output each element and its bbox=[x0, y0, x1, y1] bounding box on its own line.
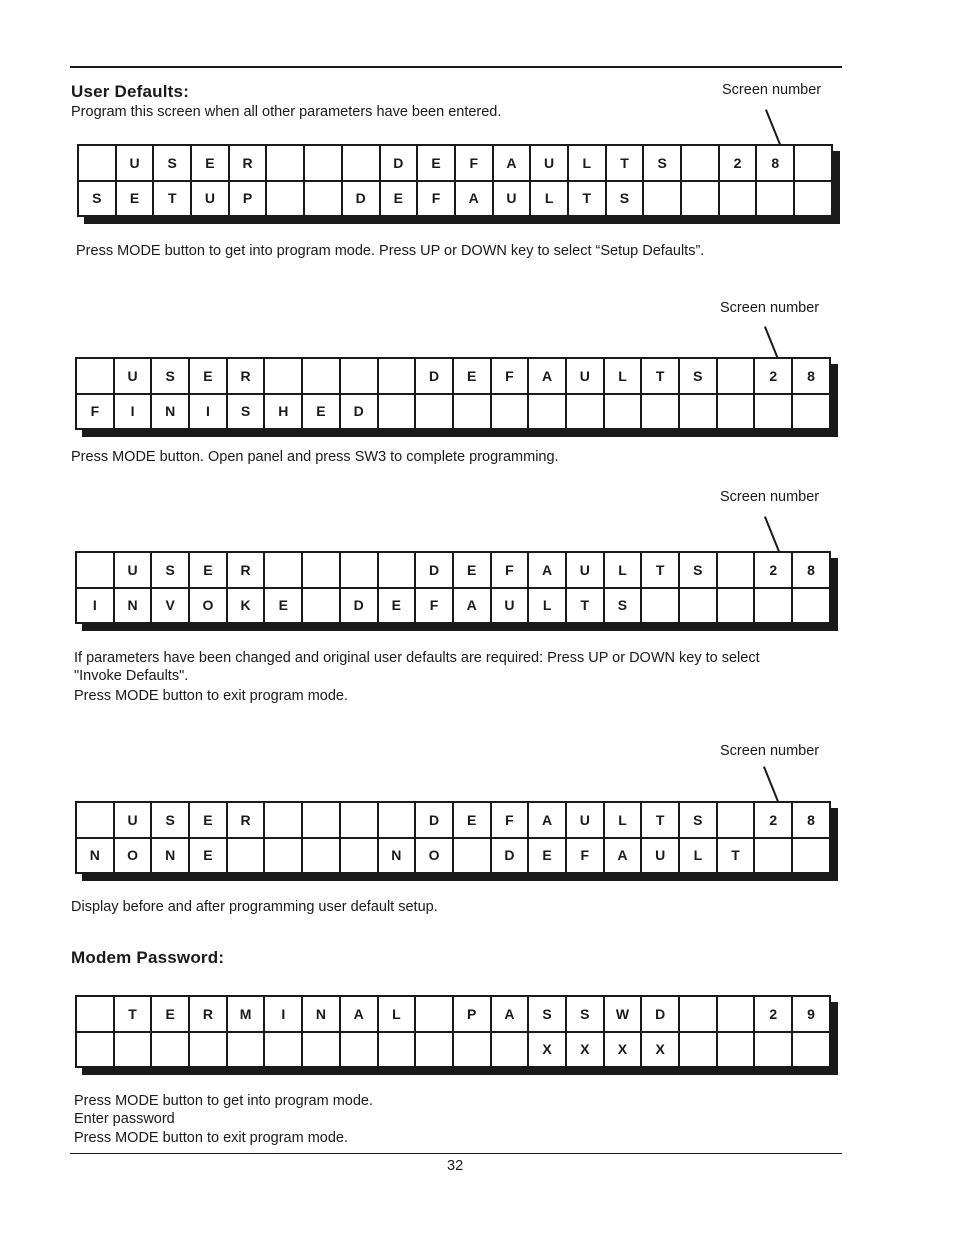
lcd-cell: D bbox=[340, 394, 378, 430]
lcd-cell: L bbox=[679, 838, 717, 874]
lcd-cell bbox=[76, 996, 114, 1032]
lcd-cell: I bbox=[189, 394, 227, 430]
lcd-cell: S bbox=[643, 145, 681, 181]
lcd-cell: E bbox=[189, 838, 227, 874]
lcd-cell: L bbox=[528, 588, 566, 624]
lcd-cell: R bbox=[229, 145, 267, 181]
lcd-cell bbox=[528, 394, 566, 430]
lcd-cell bbox=[566, 394, 604, 430]
lcd-cell bbox=[264, 358, 302, 394]
lcd-cell bbox=[754, 1032, 792, 1068]
lcd-cell bbox=[304, 145, 342, 181]
lcd-cell: S bbox=[679, 802, 717, 838]
lcd-cell bbox=[342, 145, 380, 181]
lcd-cell bbox=[679, 996, 717, 1032]
lcd-cell: O bbox=[415, 838, 453, 874]
lcd-display-grid bbox=[75, 801, 838, 881]
lcd-table bbox=[75, 995, 831, 1068]
top-rule bbox=[70, 66, 842, 68]
lcd-cell bbox=[264, 552, 302, 588]
lcd-cell: S bbox=[679, 358, 717, 394]
lcd-cell: F bbox=[491, 358, 529, 394]
lcd-row bbox=[76, 996, 830, 1032]
lcd-cell bbox=[264, 802, 302, 838]
lcd-display-grid bbox=[77, 144, 840, 224]
lcd-cell bbox=[453, 1032, 491, 1068]
lcd-cell: S bbox=[151, 358, 189, 394]
lcd-cell bbox=[792, 838, 830, 874]
lcd-cell: 2 bbox=[754, 802, 792, 838]
lcd-cell: L bbox=[568, 145, 606, 181]
lcd-cell bbox=[794, 145, 832, 181]
lcd-cell: X bbox=[641, 1032, 679, 1068]
lcd-cell bbox=[227, 838, 265, 874]
lcd-cell bbox=[754, 394, 792, 430]
lcd-cell: S bbox=[566, 996, 604, 1032]
lcd-cell: N bbox=[151, 838, 189, 874]
lcd-cell: T bbox=[641, 552, 679, 588]
lcd-cell bbox=[754, 588, 792, 624]
lcd-cell: N bbox=[151, 394, 189, 430]
lcd-cell: D bbox=[340, 588, 378, 624]
lcd-cell: U bbox=[114, 802, 152, 838]
lcd-cell: 2 bbox=[754, 552, 792, 588]
instruction-text: Display before and after programming user default setup. bbox=[71, 899, 438, 915]
lcd-cell: 8 bbox=[792, 552, 830, 588]
lcd-cell bbox=[754, 838, 792, 874]
lcd-cell bbox=[681, 145, 719, 181]
lcd-cell bbox=[302, 1032, 340, 1068]
lcd-cell bbox=[266, 181, 304, 217]
lcd-cell: S bbox=[151, 802, 189, 838]
screen-number-label: Screen number bbox=[722, 82, 822, 98]
lcd-cell: F bbox=[76, 394, 114, 430]
lcd-cell: L bbox=[378, 996, 416, 1032]
lcd-row bbox=[76, 1032, 830, 1068]
lcd-cell bbox=[415, 996, 453, 1032]
lcd-cell bbox=[264, 1032, 302, 1068]
lcd-cell bbox=[491, 394, 529, 430]
lcd-cell: E bbox=[191, 145, 229, 181]
lcd-cell: 8 bbox=[756, 145, 794, 181]
lcd-cell: V bbox=[151, 588, 189, 624]
lcd-cell bbox=[643, 181, 681, 217]
lcd-display-grid bbox=[75, 357, 838, 437]
lcd-cell: A bbox=[528, 358, 566, 394]
lcd-cell bbox=[340, 838, 378, 874]
lcd-cell bbox=[302, 802, 340, 838]
lcd-cell: 2 bbox=[719, 145, 757, 181]
lcd-cell: E bbox=[417, 145, 455, 181]
lcd-cell bbox=[792, 1032, 830, 1068]
bottom-rule bbox=[70, 1153, 842, 1154]
lcd-row bbox=[76, 552, 830, 588]
lcd-cell bbox=[415, 1032, 453, 1068]
lcd-cell bbox=[453, 838, 491, 874]
lcd-cell: E bbox=[264, 588, 302, 624]
lcd-cell: S bbox=[227, 394, 265, 430]
lcd-cell bbox=[340, 1032, 378, 1068]
lcd-cell: U bbox=[114, 552, 152, 588]
lcd-cell: D bbox=[342, 181, 380, 217]
lcd-cell: E bbox=[453, 552, 491, 588]
lcd-row bbox=[78, 145, 832, 181]
lcd-cell: I bbox=[76, 588, 114, 624]
lcd-cell: U bbox=[530, 145, 568, 181]
lcd-cell: M bbox=[227, 996, 265, 1032]
lcd-cell: S bbox=[528, 996, 566, 1032]
instruction-text: Press MODE button to exit program mode. bbox=[74, 688, 348, 704]
lcd-cell bbox=[453, 394, 491, 430]
lcd-cell bbox=[76, 358, 114, 394]
lcd-cell bbox=[304, 181, 342, 217]
lcd-cell: U bbox=[566, 552, 604, 588]
lcd-cell: T bbox=[568, 181, 606, 217]
lcd-cell bbox=[227, 1032, 265, 1068]
lcd-cell bbox=[378, 802, 416, 838]
lcd-cell: E bbox=[302, 394, 340, 430]
lcd-cell: K bbox=[227, 588, 265, 624]
lcd-cell bbox=[378, 552, 416, 588]
user-defaults-heading: User Defaults: bbox=[71, 82, 190, 101]
lcd-cell bbox=[717, 1032, 755, 1068]
lcd-cell: E bbox=[189, 552, 227, 588]
lcd-row bbox=[76, 394, 830, 430]
lcd-cell: 9 bbox=[792, 996, 830, 1032]
lcd-cell: S bbox=[604, 588, 642, 624]
lcd-cell bbox=[719, 181, 757, 217]
lcd-cell: L bbox=[604, 552, 642, 588]
lcd-cell: T bbox=[606, 145, 644, 181]
lcd-cell bbox=[717, 358, 755, 394]
lcd-cell: F bbox=[455, 145, 493, 181]
lcd-cell bbox=[151, 1032, 189, 1068]
lcd-cell: F bbox=[566, 838, 604, 874]
lcd-cell: A bbox=[455, 181, 493, 217]
lcd-table bbox=[75, 801, 831, 874]
lcd-cell bbox=[604, 394, 642, 430]
lcd-cell: E bbox=[151, 996, 189, 1032]
lcd-cell: D bbox=[415, 802, 453, 838]
lcd-cell: E bbox=[453, 358, 491, 394]
lcd-cell: A bbox=[528, 552, 566, 588]
lcd-cell bbox=[340, 802, 378, 838]
instruction-text: Press MODE button to exit program mode. bbox=[74, 1130, 348, 1146]
lcd-cell bbox=[76, 552, 114, 588]
instruction-text: "Invoke Defaults". bbox=[74, 668, 189, 684]
lcd-cell bbox=[794, 181, 832, 217]
lcd-cell: F bbox=[417, 181, 455, 217]
lcd-display-grid bbox=[75, 995, 838, 1075]
lcd-cell: I bbox=[264, 996, 302, 1032]
lcd-cell: R bbox=[227, 552, 265, 588]
instruction-text: Press MODE button to get into program mode. bbox=[74, 1093, 373, 1109]
lcd-cell: T bbox=[717, 838, 755, 874]
lcd-cell: A bbox=[604, 838, 642, 874]
lcd-cell: E bbox=[528, 838, 566, 874]
lcd-cell: U bbox=[566, 358, 604, 394]
instruction-text: Press MODE button. Open panel and press SW3 to complete programming. bbox=[71, 449, 559, 465]
lcd-cell: T bbox=[641, 358, 679, 394]
lcd-cell bbox=[378, 358, 416, 394]
lcd-cell: D bbox=[491, 838, 529, 874]
lcd-cell bbox=[756, 181, 794, 217]
lcd-cell: A bbox=[340, 996, 378, 1032]
lcd-cell: E bbox=[116, 181, 154, 217]
lcd-cell bbox=[264, 838, 302, 874]
lcd-cell: S bbox=[153, 145, 191, 181]
lcd-cell bbox=[302, 838, 340, 874]
lcd-cell: R bbox=[189, 996, 227, 1032]
lcd-cell bbox=[679, 394, 717, 430]
lcd-cell: E bbox=[380, 181, 418, 217]
lcd-cell: S bbox=[606, 181, 644, 217]
lcd-cell: L bbox=[604, 358, 642, 394]
lcd-cell: L bbox=[604, 802, 642, 838]
lcd-cell: 2 bbox=[754, 996, 792, 1032]
lcd-cell: U bbox=[114, 358, 152, 394]
lcd-cell: R bbox=[227, 802, 265, 838]
lcd-cell: O bbox=[189, 588, 227, 624]
lcd-cell: P bbox=[453, 996, 491, 1032]
lcd-cell: E bbox=[189, 802, 227, 838]
lcd-cell: E bbox=[378, 588, 416, 624]
lcd-cell bbox=[76, 1032, 114, 1068]
lcd-table bbox=[75, 357, 831, 430]
lcd-cell: O bbox=[114, 838, 152, 874]
lcd-cell: N bbox=[302, 996, 340, 1032]
lcd-row bbox=[76, 802, 830, 838]
lcd-cell bbox=[266, 145, 304, 181]
lcd-cell: U bbox=[493, 181, 531, 217]
lcd-cell: A bbox=[491, 996, 529, 1032]
lcd-cell bbox=[717, 394, 755, 430]
lcd-cell: D bbox=[415, 552, 453, 588]
lcd-row bbox=[76, 838, 830, 874]
lcd-cell bbox=[792, 588, 830, 624]
lcd-cell bbox=[717, 996, 755, 1032]
lcd-cell bbox=[491, 1032, 529, 1068]
lcd-table bbox=[77, 144, 833, 217]
lcd-cell: S bbox=[679, 552, 717, 588]
screen-number-label: Screen number bbox=[720, 300, 820, 316]
lcd-cell: U bbox=[491, 588, 529, 624]
lcd-cell bbox=[415, 394, 453, 430]
lcd-cell: T bbox=[153, 181, 191, 217]
lcd-cell: T bbox=[114, 996, 152, 1032]
lcd-cell: 8 bbox=[792, 802, 830, 838]
lcd-cell: X bbox=[528, 1032, 566, 1068]
modem-password-heading: Modem Password: bbox=[71, 948, 225, 967]
lcd-cell: D bbox=[415, 358, 453, 394]
lcd-cell bbox=[302, 588, 340, 624]
lcd-cell: N bbox=[378, 838, 416, 874]
lcd-cell: U bbox=[566, 802, 604, 838]
lcd-cell: N bbox=[76, 838, 114, 874]
lcd-cell bbox=[717, 588, 755, 624]
instruction-text: Enter password bbox=[74, 1111, 175, 1127]
lcd-cell: E bbox=[189, 358, 227, 394]
lcd-cell bbox=[340, 358, 378, 394]
lcd-cell: F bbox=[415, 588, 453, 624]
lcd-cell: U bbox=[116, 145, 154, 181]
lcd-cell: I bbox=[114, 394, 152, 430]
lcd-cell: A bbox=[493, 145, 531, 181]
lcd-cell bbox=[302, 358, 340, 394]
lcd-cell: A bbox=[453, 588, 491, 624]
lcd-cell bbox=[378, 1032, 416, 1068]
lcd-cell: 2 bbox=[754, 358, 792, 394]
lcd-cell: F bbox=[491, 802, 529, 838]
lcd-display-grid bbox=[75, 551, 838, 631]
lcd-cell bbox=[114, 1032, 152, 1068]
lcd-cell bbox=[792, 394, 830, 430]
lcd-cell bbox=[717, 552, 755, 588]
lcd-cell bbox=[641, 588, 679, 624]
instruction-text: Press MODE button to get into program mode. Press UP or DOWN key to select “Setup Defaults”. bbox=[76, 243, 705, 259]
lcd-cell: L bbox=[530, 181, 568, 217]
lcd-cell bbox=[340, 552, 378, 588]
lcd-cell: X bbox=[604, 1032, 642, 1068]
lcd-row bbox=[78, 181, 832, 217]
lcd-cell: E bbox=[453, 802, 491, 838]
lcd-cell: 8 bbox=[792, 358, 830, 394]
lcd-cell: U bbox=[641, 838, 679, 874]
lcd-cell: N bbox=[114, 588, 152, 624]
lcd-cell bbox=[302, 552, 340, 588]
lcd-cell: F bbox=[491, 552, 529, 588]
page-number: 32 bbox=[447, 1158, 464, 1174]
instruction-text: If parameters have been changed and original user defaults are required: Press UP or DOWN key to select bbox=[74, 650, 760, 666]
lcd-cell bbox=[679, 1032, 717, 1068]
lcd-cell bbox=[78, 145, 116, 181]
lcd-row bbox=[76, 358, 830, 394]
user-defaults-intro: Program this screen when all other parameters have been entered. bbox=[71, 104, 502, 120]
lcd-cell: X bbox=[566, 1032, 604, 1068]
lcd-cell bbox=[641, 394, 679, 430]
lcd-cell: P bbox=[229, 181, 267, 217]
lcd-cell: S bbox=[151, 552, 189, 588]
lcd-cell bbox=[76, 802, 114, 838]
lcd-cell: H bbox=[264, 394, 302, 430]
lcd-cell bbox=[681, 181, 719, 217]
lcd-cell: W bbox=[604, 996, 642, 1032]
lcd-cell: D bbox=[641, 996, 679, 1032]
lcd-cell: T bbox=[566, 588, 604, 624]
lcd-cell: R bbox=[227, 358, 265, 394]
lcd-cell: T bbox=[641, 802, 679, 838]
lcd-cell: A bbox=[528, 802, 566, 838]
lcd-cell: D bbox=[380, 145, 418, 181]
lcd-cell bbox=[679, 588, 717, 624]
lcd-cell: S bbox=[78, 181, 116, 217]
lcd-cell: U bbox=[191, 181, 229, 217]
lcd-cell bbox=[378, 394, 416, 430]
screen-number-label: Screen number bbox=[720, 743, 820, 759]
screen-number-label: Screen number bbox=[720, 489, 820, 505]
lcd-cell bbox=[717, 802, 755, 838]
lcd-cell bbox=[189, 1032, 227, 1068]
lcd-table bbox=[75, 551, 831, 624]
lcd-row bbox=[76, 588, 830, 624]
